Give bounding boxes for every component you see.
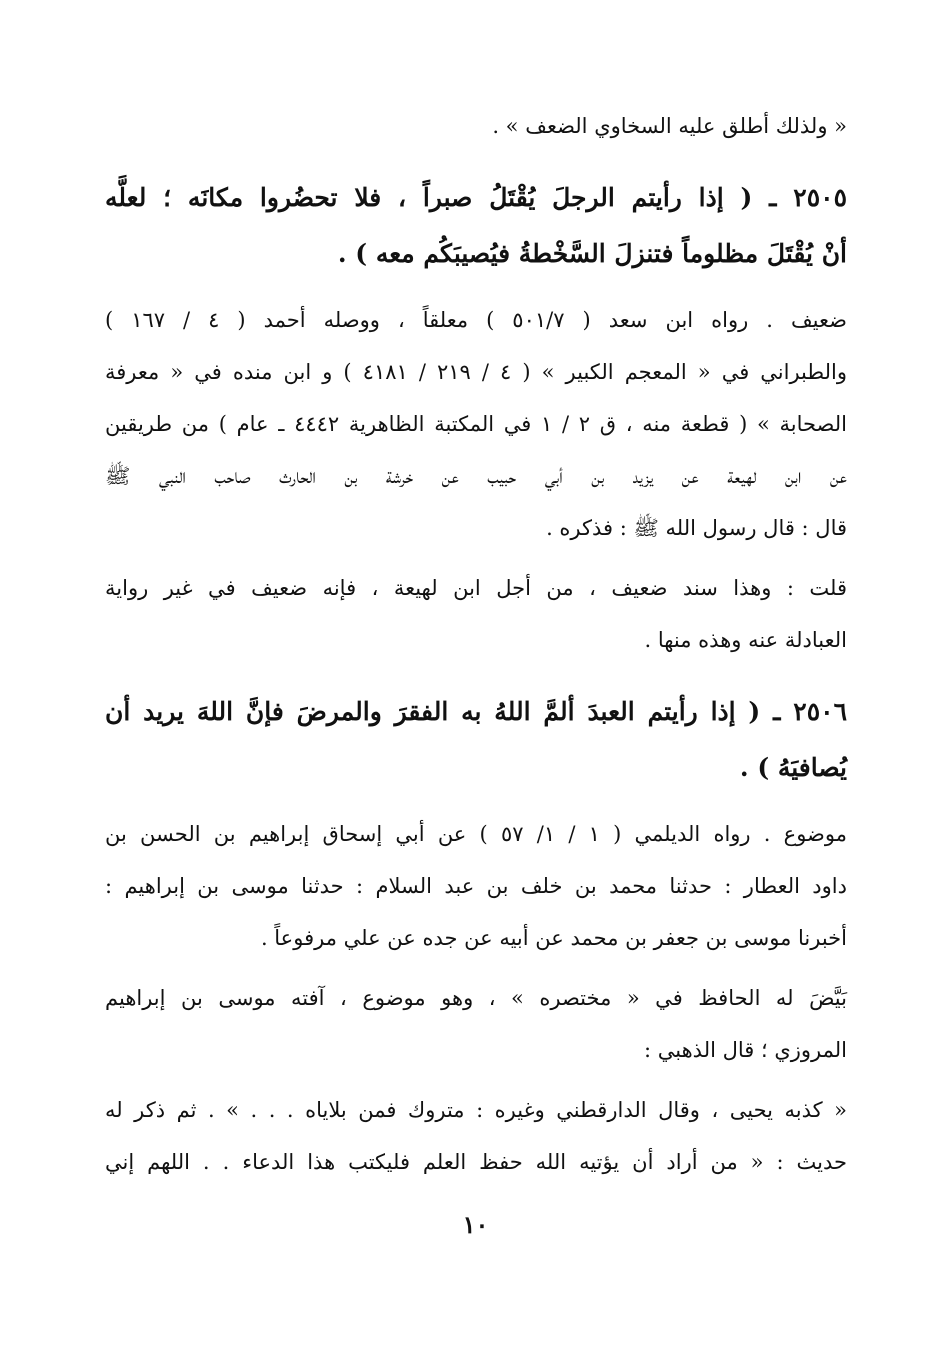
hadith-2506-grading <box>105 808 847 964</box>
hadith-2506-line-1: ٢٥٠٦ ـ ( إذا رأيتم العبدَ ألمَّ اللهُ به الفقرَ والمرضَ فإنَّ اللهَ يريد أن <box>105 697 847 726</box>
comment-2506a-line-1: بَيَّضَ له الحافظ في « مختصره » ، وهو موضوع ، آفته موسى بن إبراهيم <box>105 986 847 1010</box>
comment-2505-line-1: قلت : وهذا سند ضعيف ، من أجل ابن لهيعة ، فإنه ضعيف في غير رواية <box>105 576 847 600</box>
hadith-2505-grading <box>105 294 847 554</box>
hadith-2506-text <box>105 684 847 796</box>
comment-2505-line-2: العبادلة عنه وهذه منها . <box>644 628 847 652</box>
comment-2506b-line-1: « كذبه يحيى ، وقال الدارقطني وغيره : متروك فمن بلاياه . . . » . ثم ذكر له <box>105 1098 847 1122</box>
grading-2505-line-4: عن ابن لهيعة عن يزيد بن أبي حبيب عن خرشة بن الحارث صاحب النبي ﷺ <box>105 464 847 488</box>
comment-2506b-line-2: حديث : « من أراد أن يؤتيه الله حفظ العلم فليكتب هذا الدعاء . . اللهم إني <box>105 1150 847 1174</box>
grading-2505-line-2: والطبراني في « المعجم الكبير » ( ٤ / ٢١٩ / ٤١٨١ ) و ابن منده في « معرفة <box>105 360 847 384</box>
page-body <box>105 100 847 1196</box>
hadith-2505-comment <box>105 562 847 666</box>
grading-2505-line-3: الصحابة » ( قطعة منه ، ق ٢ / ١ في المكتبة الظاهرية ٤٤٤٢ ـ عام ) من طريقين <box>105 412 847 436</box>
hadith-2505-line-1: ٢٥٠٥ ـ ( إذا رأيتم الرجلَ يُقْتَلُ صبراً ، فلا تحضُروا مكانَه ؛ لعلَّه <box>105 183 847 212</box>
comment-2506a-line-2: المروزي ؛ قال الذهبي : <box>644 1038 847 1062</box>
hadith-2506-comment-a <box>105 972 847 1076</box>
grading-2505-line-1: ضعيف . رواه ابن سعد ( ٥٠١/٧ ) معلقاً ، ووصله أحمد ( ٤ / ١٦٧ ) <box>105 308 847 332</box>
hadith-2506-line-2: يُصافيَهُ ) . <box>739 753 847 782</box>
hadith-2505-text <box>105 170 847 282</box>
page-number: ١٠ <box>462 1210 489 1239</box>
intro-line-1: « ولذلك أطلق عليه السخاوي الضعف » . <box>492 114 847 138</box>
grading-2506-line-3: أخبرنا موسى بن جعفر بن محمد عن أبيه عن جده عن علي مرفوعاً . <box>260 926 847 950</box>
hadith-2506-comment-b <box>105 1084 847 1188</box>
intro-paragraph <box>105 100 847 152</box>
grading-2506-line-1: موضوع . رواه الديلمي ( ١ / ١/ ٥٧ ) عن أبي إسحاق إبراهيم بن الحسن بن <box>105 822 847 846</box>
grading-2505-line-5: قال : قال رسول الله ﷺ : فذكره . <box>546 516 847 540</box>
hadith-2505-line-2: أنْ يُقْتَلَ مظلوماً فتنزلَ السَّخْطةُ فيُصيبَكُم معه ) . <box>337 239 847 268</box>
grading-2506-line-2: داود العطار : حدثنا محمد بن خلف بن عبد السلام : حدثنا موسى بن إبراهيم : <box>105 874 847 898</box>
